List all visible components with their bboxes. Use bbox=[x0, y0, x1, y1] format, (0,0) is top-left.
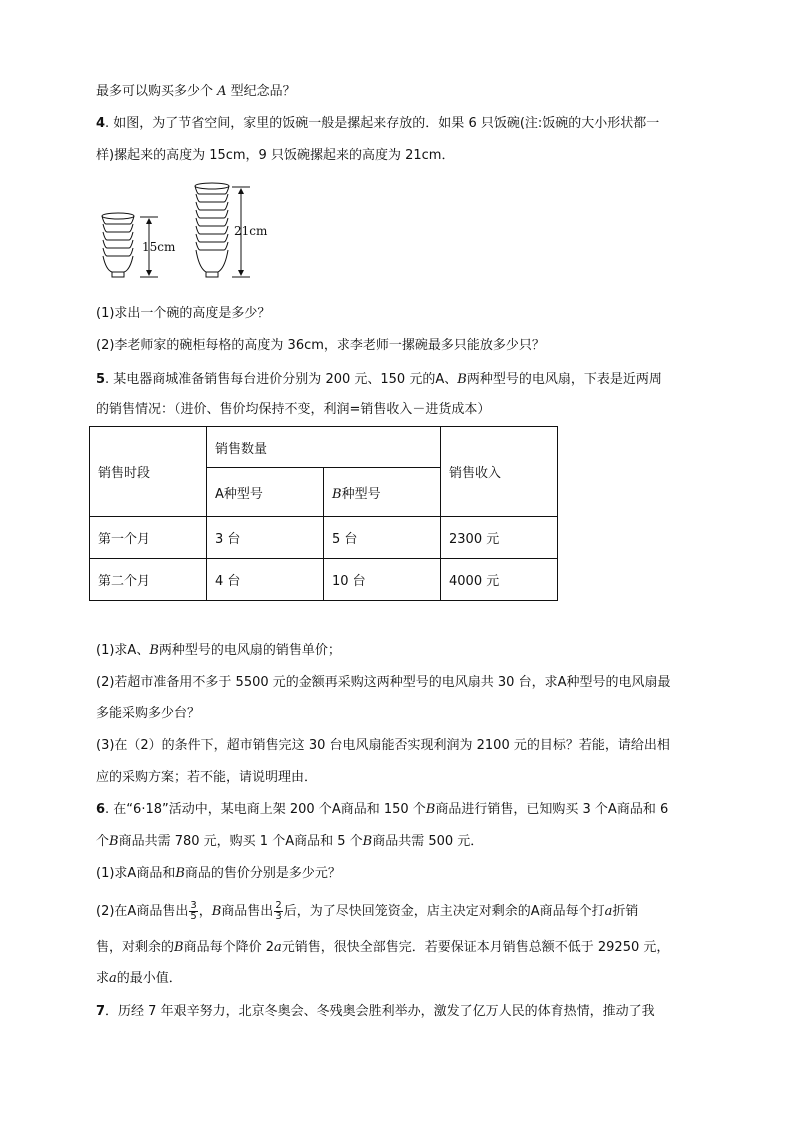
cell-a: 3 台 bbox=[207, 517, 324, 559]
bowl-stack-6 bbox=[102, 213, 134, 277]
var-B: B bbox=[425, 802, 436, 817]
label-15cm: 15cm bbox=[142, 240, 176, 254]
q6-text: 折销 bbox=[612, 904, 639, 919]
fraction-3-5 bbox=[189, 901, 197, 922]
q5-sub3-line2 bbox=[96, 768, 317, 788]
q3-tail-text: 最多可以购买多少个 bbox=[96, 84, 218, 99]
var-B: B bbox=[332, 486, 342, 502]
var-A: A bbox=[331, 802, 341, 817]
q7-line1 bbox=[96, 1002, 655, 1022]
q6-text: 商品售出 bbox=[221, 904, 274, 919]
var-B: B bbox=[174, 940, 184, 955]
q4-sub1-text: (1)求出一个碗的高度是多少？ bbox=[96, 306, 271, 321]
sales-table bbox=[89, 426, 558, 601]
q4-text: 样)摞起来的高度为 15cm，9 只饭碗摞起来的高度为 21cm． bbox=[96, 148, 455, 163]
q5-line2 bbox=[96, 400, 490, 420]
var-B: B bbox=[457, 372, 467, 387]
q6-text: 元销售，很快全部售完．若要保证本月销售总额不低于 29250 元， bbox=[281, 940, 670, 955]
q6-text: 商品售出 bbox=[136, 904, 189, 919]
var-A: A bbox=[127, 904, 137, 919]
q4-sub2-text: (2)李老师家的碗柜每格的高度为 36cm，求李老师一摞碗最多只能放多少只？ bbox=[96, 338, 545, 353]
q6-text: 商品的售价分别是多少元？ bbox=[184, 866, 341, 881]
q6-text: ， bbox=[198, 904, 212, 919]
q6-text: 商品共需 780 元，购买 1 个 bbox=[118, 834, 286, 849]
q6-line1 bbox=[96, 800, 668, 820]
q5-sub2-line1 bbox=[96, 673, 671, 693]
var-B: B bbox=[362, 834, 373, 849]
var-B: B bbox=[109, 834, 119, 849]
cell-b: 10 台 bbox=[324, 559, 441, 601]
q5-text: 两种型号的电风扇的销售单价； bbox=[158, 643, 341, 658]
fraction-denominator: 3 bbox=[275, 911, 282, 922]
cell-period: 第一个月 bbox=[90, 517, 207, 559]
q6-text: 商品每个打 bbox=[539, 904, 605, 919]
q5-sub2-line2 bbox=[96, 704, 200, 724]
q5-text: (2)若超市准备用不多于 5500 元的金额再采购这两种型号的电风扇共 30 台，求 bbox=[96, 675, 558, 690]
q6-text: 求 bbox=[96, 971, 110, 986]
var-A: A bbox=[127, 866, 137, 881]
q6-text: 商品和 6 bbox=[616, 802, 669, 817]
q6-text: 商品和 150 个 bbox=[340, 802, 426, 817]
cell-revenue: 2300 元 bbox=[441, 517, 558, 559]
q5-text: 两种型号的电风扇，下表是近两周 bbox=[466, 372, 662, 387]
table-row bbox=[90, 517, 558, 559]
var-A: A bbox=[607, 802, 617, 817]
header-type-a bbox=[207, 468, 324, 517]
q5-text: 、 bbox=[444, 372, 458, 387]
var-A: A bbox=[530, 904, 540, 919]
q6-line2 bbox=[96, 832, 483, 852]
header-revenue: 销售收入 bbox=[441, 427, 558, 517]
bowl-stack-9 bbox=[195, 183, 229, 277]
fraction-denominator: 5 bbox=[190, 911, 197, 922]
var-B: B bbox=[211, 904, 222, 919]
question-number: 4 bbox=[96, 116, 106, 131]
q6-text: (1)求 bbox=[96, 866, 128, 881]
var-a: a bbox=[273, 940, 282, 955]
label-21cm: 21cm bbox=[234, 224, 268, 238]
q6-text: 后，为了尽快回笼资金，店主决定对剩余的 bbox=[283, 904, 531, 919]
q5-text: 的销售情况：（进价、售价均保持不变，利润=销售收入－进货成本） bbox=[96, 402, 491, 417]
header-type-b-text: 种型号 bbox=[341, 486, 381, 502]
var-B: B bbox=[149, 643, 159, 658]
question-number: 6 bbox=[96, 802, 106, 817]
q6-sub2-line1 bbox=[96, 901, 638, 922]
q4-line2 bbox=[96, 146, 454, 166]
q6-text: . 在“6·18”活动中，某电商上架 200 个 bbox=[105, 802, 332, 817]
q6-sub1 bbox=[96, 864, 341, 884]
var-B: B bbox=[175, 866, 185, 881]
question-number: 7 bbox=[96, 1004, 106, 1019]
q6-text: 的最小值． bbox=[116, 971, 182, 986]
q6-sub2-line2 bbox=[96, 938, 669, 958]
stacked-bowls-figure bbox=[96, 178, 286, 284]
q5-sub1 bbox=[96, 641, 341, 661]
header-period: 销售时段 bbox=[90, 427, 207, 517]
q5-text: (1)求 bbox=[96, 643, 128, 658]
fraction-2-3 bbox=[274, 901, 282, 922]
var-A: A bbox=[285, 834, 295, 849]
cell-b: 5 台 bbox=[324, 517, 441, 559]
table-row bbox=[90, 559, 558, 601]
q3-tail-line bbox=[96, 82, 296, 102]
cell-a: 4 台 bbox=[207, 559, 324, 601]
header-quantity: 销售数量 bbox=[207, 427, 441, 468]
var-A: A bbox=[435, 372, 445, 387]
q6-text: 商品和 5 个 bbox=[294, 834, 363, 849]
q5-line1 bbox=[96, 370, 662, 390]
q7-text: ．历经 7 年艰辛努力，北京冬奥会、冬残奥会胜利举办，激发了亿万人民的体育热情，推动了我 bbox=[105, 1004, 655, 1019]
cell-period: 第二个月 bbox=[90, 559, 207, 601]
q5-text: (3)在（2）的条件下，超市销售完这 30 台电风扇能否实现利润为 2100 元的目标？若能，请给出相 bbox=[96, 738, 670, 753]
cell-revenue: 4000 元 bbox=[441, 559, 558, 601]
q5-text: . 某电器商城准备销售每台进价分别为 200 元、150 元的 bbox=[105, 372, 436, 387]
fraction-numerator: 2 bbox=[275, 900, 282, 911]
q6-text: 商品和 bbox=[136, 866, 176, 881]
var-A: A bbox=[215, 486, 224, 502]
var-A: A bbox=[557, 675, 567, 690]
var-A: A bbox=[217, 84, 227, 99]
q6-text: 个 bbox=[96, 834, 110, 849]
q4-text: . 如图，为了节省空间，家里的饭碗一般是摞起来存放的．如果 6 只饭碗(注:饭碗的大小形状都一 bbox=[105, 116, 660, 131]
q6-sub2-line3 bbox=[96, 969, 182, 989]
question-number: 5 bbox=[96, 372, 106, 387]
q6-text: 售，对剩余的 bbox=[96, 940, 175, 955]
q4-sub1 bbox=[96, 304, 270, 324]
q6-text: 商品每个降价 2 bbox=[183, 940, 274, 955]
q5-sub3-line1 bbox=[96, 736, 670, 756]
q5-text: 种型号的电风扇最 bbox=[566, 675, 671, 690]
q5-text: 、 bbox=[136, 643, 150, 658]
q6-text: 商品进行销售，已知购买 3 个 bbox=[435, 802, 608, 817]
var-a: a bbox=[604, 904, 613, 919]
q4-line1 bbox=[96, 114, 659, 134]
q6-text: (2)在 bbox=[96, 904, 128, 919]
q3-tail-text-end: 型纪念品？ bbox=[226, 84, 296, 99]
header-type-a-text: 种型号 bbox=[223, 486, 263, 502]
header-type-b bbox=[324, 468, 441, 517]
q6-text: 商品共需 500 元． bbox=[372, 834, 484, 849]
fraction-numerator: 3 bbox=[190, 900, 197, 911]
var-A: A bbox=[127, 643, 137, 658]
q5-text: 多能采购多少台？ bbox=[96, 706, 201, 721]
q4-sub2 bbox=[96, 336, 545, 356]
var-a: a bbox=[109, 971, 117, 986]
q5-text: 应的采购方案；若不能，请说明理由． bbox=[96, 770, 318, 785]
